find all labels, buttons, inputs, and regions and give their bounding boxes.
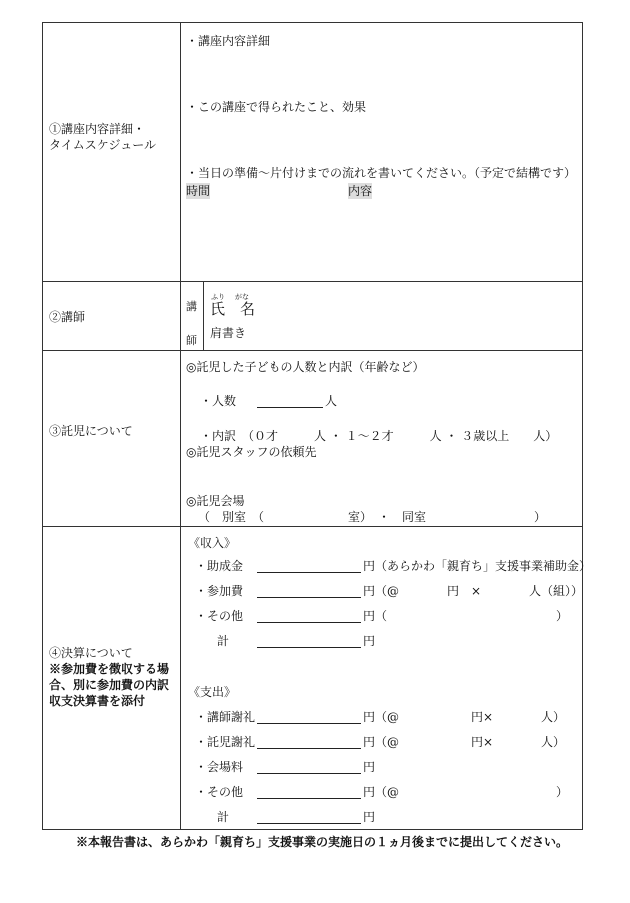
expense-childcare-blank	[257, 748, 361, 749]
row2-label: ②講師	[49, 310, 86, 324]
income-fee-label: ・参加費	[195, 584, 244, 598]
childcare-breakdown: ・内訳 （０才 人 ・ １～２才 人 ・ ３歳以上 人）	[200, 429, 558, 443]
childcare-count-label: ・人数	[200, 394, 237, 408]
expense-other-unit: 円	[363, 785, 376, 799]
expense-other-blank	[257, 798, 361, 799]
row1-label-line1: ①講座内容詳細・	[49, 122, 146, 136]
content-column-label: 内容	[348, 184, 373, 198]
expense-childcare-note: （@ 円× 人）	[375, 735, 566, 749]
childcare-count-blank	[257, 407, 323, 408]
income-grant-label: ・助成金	[195, 559, 244, 573]
expense-venue-label: ・会場料	[195, 760, 244, 774]
income-fee-note: （@ 円 × 人（組））	[375, 584, 584, 598]
lecturer-inner-divider	[203, 281, 204, 350]
expense-lecturer-blank	[257, 723, 361, 724]
ruby-furi: ふり	[211, 293, 225, 301]
row4-note-line3: 収支決算書を添付	[49, 694, 146, 708]
income-fee-blank	[257, 597, 361, 598]
name-label: 氏 名	[210, 300, 256, 318]
schedule-heading: ・当日の準備～片付けまでの流れを書いてください。（予定で結構です）	[186, 166, 577, 180]
row-divider	[43, 350, 582, 351]
income-grant-unit: 円	[363, 559, 376, 573]
lecturer-side-2: 師	[186, 334, 197, 347]
income-other-unit: 円	[363, 609, 376, 623]
submission-footnote: ※本報告書は、あらかわ「親育ち」支援事業の実施日の１ヵ月後までに提出してください。	[76, 835, 569, 849]
expense-heading: 《支出》	[188, 685, 237, 699]
income-grant-blank	[257, 572, 361, 573]
expense-lecturer-label: ・講師謝礼	[195, 710, 256, 724]
income-fee-unit: 円	[363, 584, 376, 598]
expense-total-unit: 円	[363, 810, 376, 824]
expense-total-label: 計	[217, 810, 230, 824]
expense-total-blank	[257, 823, 361, 824]
expense-childcare-label: ・託児謝礼	[195, 735, 256, 749]
income-grant-note: （あらかわ「親育ち」支援事業補助金）	[375, 559, 592, 573]
row4-label-line1: ④決算について	[49, 646, 133, 660]
childcare-count-unit: 人	[325, 394, 338, 408]
expense-venue-blank	[257, 773, 361, 774]
course-detail-heading: ・講座内容詳細	[186, 34, 271, 48]
income-total-unit: 円	[363, 634, 376, 648]
expense-lecturer-unit: 円	[363, 710, 376, 724]
expense-venue-unit: 円	[363, 760, 376, 774]
childcare-count-heading: ◎託児した子どもの人数と内訳（年齢など）	[186, 360, 425, 374]
income-other-blank	[257, 622, 361, 623]
lecturer-side-1: 講	[186, 300, 197, 313]
childcare-venue-options: （ 別室 （ 室） ・ 同室 ）	[198, 510, 547, 524]
income-total-blank	[257, 647, 361, 648]
income-other-close-paren: ）	[556, 609, 569, 623]
row-divider	[43, 281, 582, 282]
income-heading: 《収入》	[188, 536, 237, 550]
title-label: 肩書き	[210, 326, 247, 340]
time-column-label: 時間	[186, 184, 211, 198]
expense-lecturer-note: （@ 円× 人）	[375, 710, 566, 724]
course-effect-heading: ・この講座で得られたこと、効果	[186, 100, 367, 114]
row4-note-line2: 合、別に参加費の内訳	[49, 678, 170, 692]
row1-label	[49, 121, 175, 153]
report-form-table	[42, 22, 592, 830]
expense-other-note: （@	[375, 785, 400, 799]
income-total-label: 計	[217, 634, 230, 648]
ruby-gana: がな	[235, 293, 249, 301]
row1-label-line2: タイムスケジュール	[49, 138, 157, 152]
income-other-label: ・その他	[195, 609, 244, 623]
expense-other-close-paren: ）	[556, 785, 569, 799]
childcare-staff-heading: ◎託児スタッフの依頼先	[186, 445, 317, 459]
column-divider	[180, 23, 181, 829]
expense-childcare-unit: 円	[363, 735, 376, 749]
row3-label: ③託児について	[49, 424, 133, 438]
childcare-venue-heading: ◎託児会場	[186, 494, 245, 508]
income-other-open-paren: （	[375, 609, 388, 623]
row-divider	[43, 526, 582, 527]
row4-note-line1: ※参加費を徴収する場	[49, 662, 170, 676]
row4-label	[49, 645, 175, 709]
expense-other-label: ・その他	[195, 785, 244, 799]
